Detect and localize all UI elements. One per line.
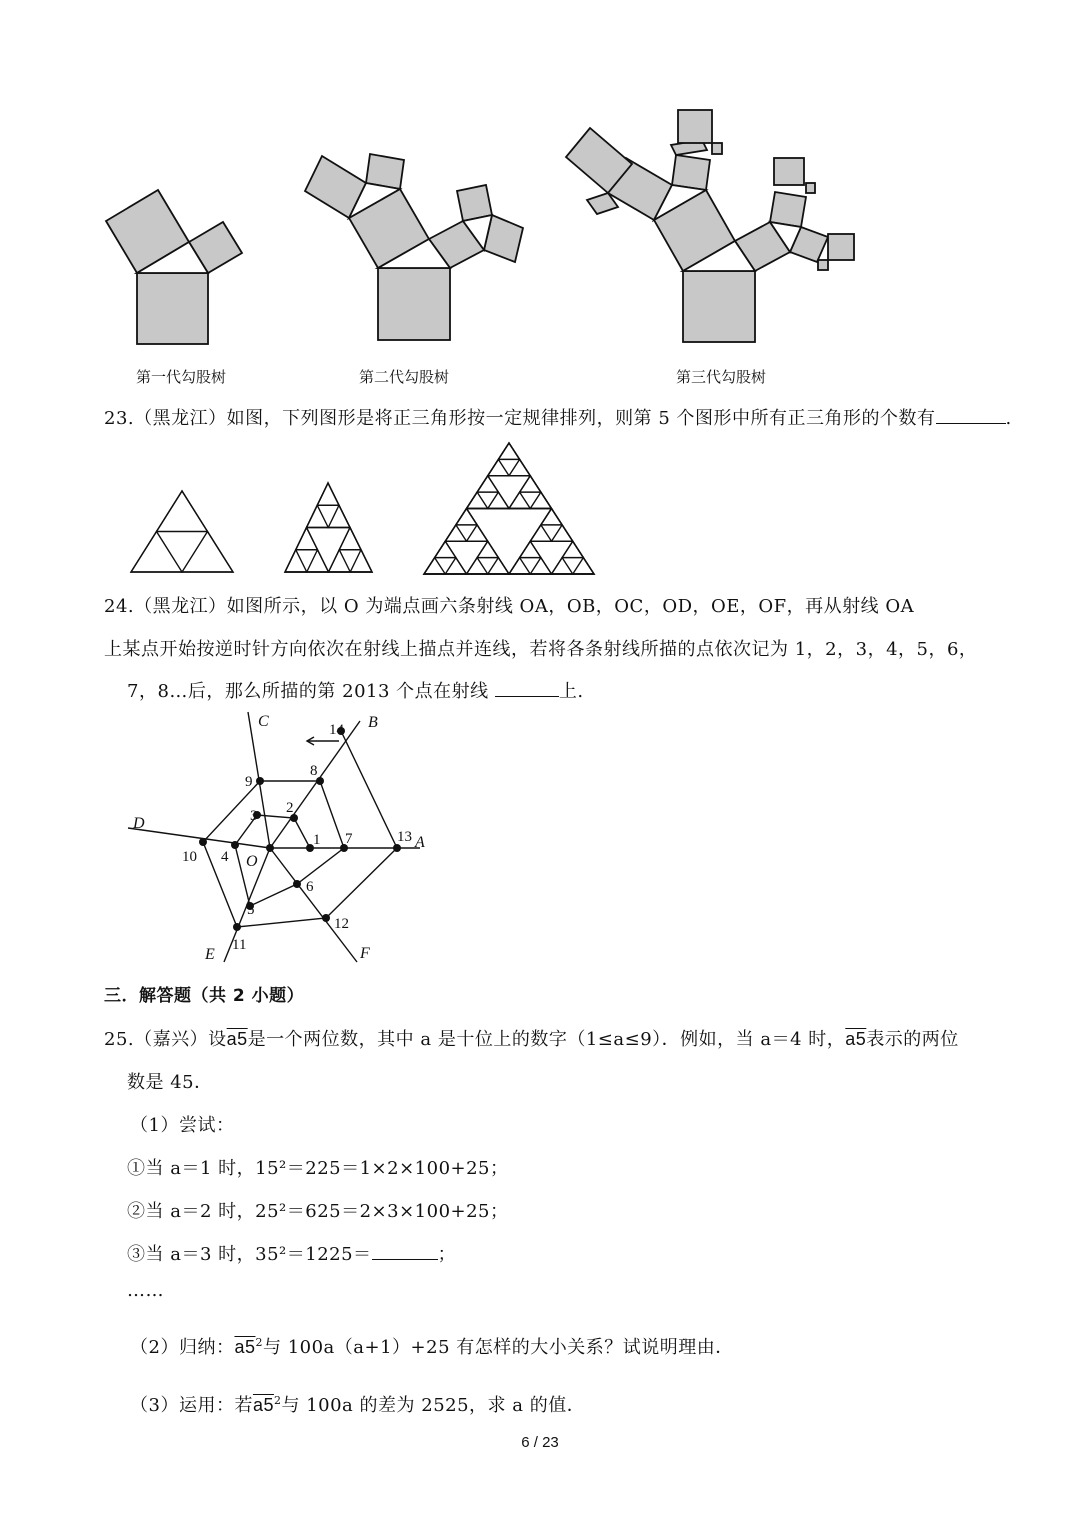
point-13	[393, 844, 401, 852]
point-10	[199, 838, 207, 846]
overline-a5-2: a5	[845, 1029, 867, 1049]
point-6	[293, 880, 301, 888]
ray-label-C: C	[258, 713, 269, 730]
q25-try1: ①当 a＝1 时，15²＝225＝1×2×100+25；	[127, 1158, 509, 1179]
page-number: 6 / 23	[521, 1434, 559, 1451]
label-1: 1	[313, 832, 321, 848]
label-3: 3	[250, 808, 258, 824]
q25-part3: （3）运用：若$a5^2$与 100a 的差为 2525，求 a 的值．	[130, 1394, 586, 1416]
ray-label-D: D	[133, 815, 145, 832]
overline-a5-3: a5	[234, 1337, 256, 1357]
q23-body: 如图，下列图形是将正三角形按一定规律排列，则第 5 个图形中所有正三角形的个数有	[226, 408, 936, 429]
point-4	[231, 841, 239, 849]
q25-part2: （2）归纳：$a5^2$与 100a（a+1）+25 有怎样的大小关系？试说明理由．	[130, 1336, 734, 1358]
q23-text: 23.（黑龙江）如图，下列图形是将正三角形按一定规律排列，则第 5 个图形中所有正三角形的个数有 .	[104, 408, 1012, 429]
q23-number: 23.	[104, 408, 135, 429]
label-14: 14	[329, 722, 344, 738]
ray-label-F: F	[360, 945, 370, 962]
ray-label-B: B	[368, 714, 378, 731]
label-5: 5	[247, 902, 255, 918]
label-10: 10	[182, 849, 197, 865]
overline-a5: a5	[226, 1029, 248, 1049]
label-9: 9	[245, 774, 253, 790]
q25-number: 25.	[104, 1029, 135, 1050]
ray-OB	[270, 721, 360, 848]
label-6: 6	[306, 879, 314, 895]
q25-line1: 25.（嘉兴）设a5是一个两位数，其中 a 是十位上的数字（1≤a≤9）．例如，当 a＝4 时，a5表示的两位	[104, 1029, 959, 1050]
q25-line2: 数是 45．	[127, 1072, 213, 1093]
point-11	[233, 923, 241, 931]
label-4: 4	[221, 849, 229, 865]
q24-line1: 24.（黑龙江）如图所示，以 O 为端点画六条射线 OA，OB，OC，OD，OE，OF，再从射线 OA	[104, 596, 915, 617]
q25-ellipsis: ……	[127, 1280, 164, 1301]
q23-source: （黑龙江）	[134, 408, 227, 429]
ray-OD	[128, 828, 270, 848]
label-7: 7	[345, 831, 353, 847]
ray-label-A: A	[415, 834, 425, 851]
caption-gen1: 第一代勾股树	[136, 368, 227, 386]
label-2: 2	[286, 800, 294, 816]
q25-try3-blank[interactable]	[372, 1243, 438, 1260]
label-8: 8	[310, 763, 318, 779]
q24-source: （黑龙江）	[134, 596, 227, 617]
ray-OF	[270, 848, 357, 962]
q25-try2: ②当 a＝2 时，25²＝625＝2×3×100+25；	[127, 1201, 509, 1222]
label-11: 11	[232, 937, 247, 953]
section3-title: 三．解答题（共 2 小题）	[104, 986, 305, 1006]
q24-line2: 上某点开始按逆时针方向依次在射线上描点并连线，若将各条射线所描的点依次记为 1，2，3，4，5，6，	[104, 639, 978, 660]
origin-label: O	[246, 853, 258, 870]
q24-line3: 7，8…后，那么所描的第 2013 个点在射线 上.	[127, 681, 584, 702]
caption-gen3: 第三代勾股树	[676, 368, 767, 386]
point-12	[322, 914, 330, 922]
ray-label-E: E	[205, 946, 215, 963]
caption-gen2: 第二代勾股树	[359, 368, 450, 386]
label-12: 12	[334, 916, 349, 932]
q25-source: （嘉兴）	[134, 1029, 209, 1050]
label-13: 13	[397, 829, 412, 845]
origin-point	[266, 844, 274, 852]
q24-number: 24.	[104, 596, 135, 617]
q25-try3: ③当 a＝3 时，35²＝1225＝ ；	[127, 1244, 457, 1265]
overline-a5-4: a5	[252, 1395, 274, 1415]
point-9	[256, 777, 264, 785]
q25-part1-title: （1）尝试：	[130, 1115, 235, 1136]
